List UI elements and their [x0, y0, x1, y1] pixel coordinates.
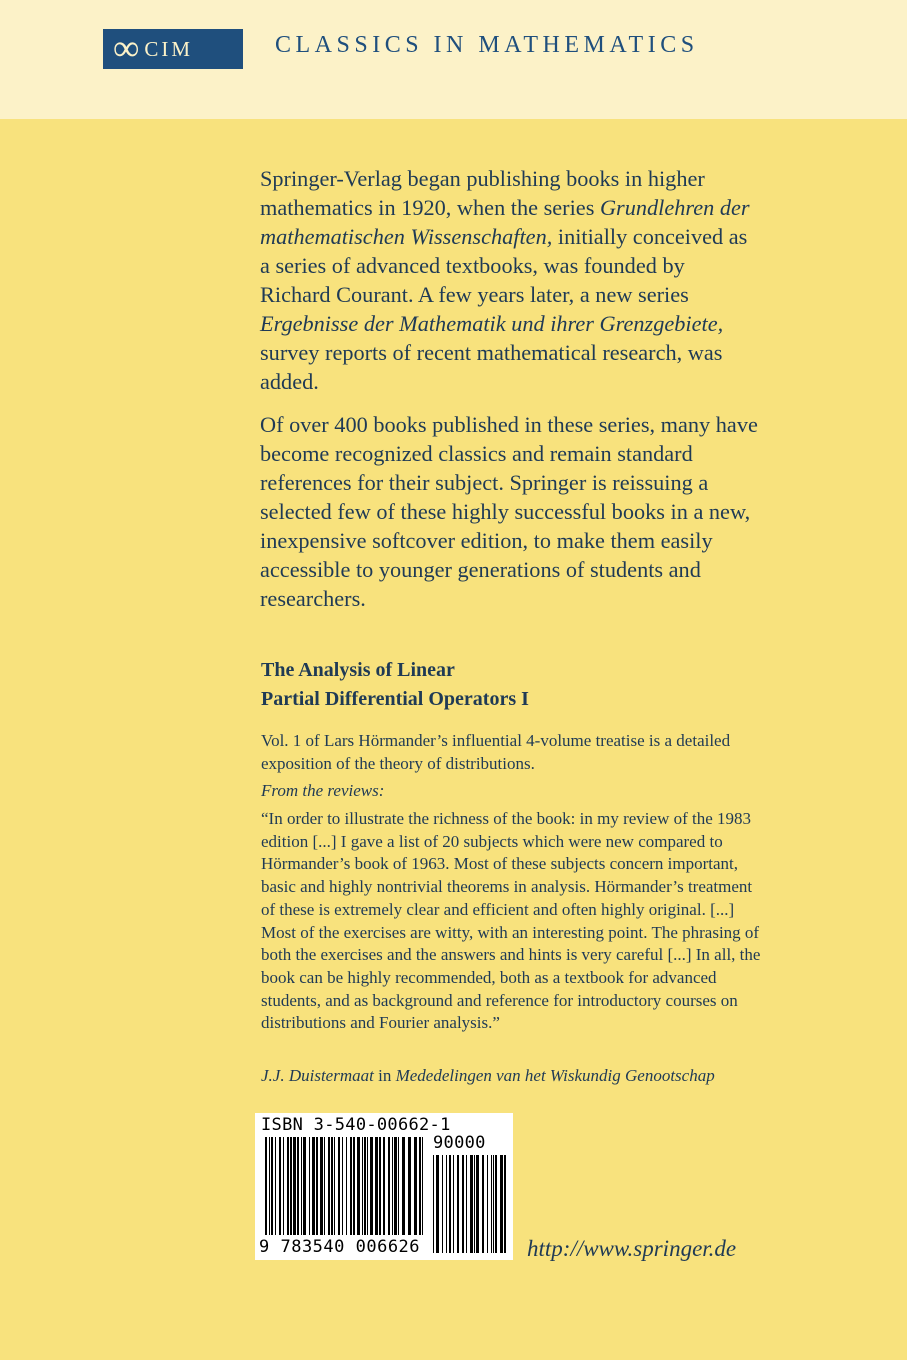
- barcode-bar: [338, 1137, 340, 1235]
- barcode-bar: [392, 1137, 393, 1235]
- barcode-bar: [402, 1137, 405, 1235]
- barcode-bar: [312, 1137, 315, 1235]
- barcode-bar: [383, 1137, 385, 1235]
- series-title: CLASSICS IN MATHEMATICS: [275, 32, 699, 58]
- logo-text: CIM: [144, 36, 194, 61]
- barcode-bar: [482, 1155, 484, 1253]
- book-description: [261, 730, 761, 803]
- attribution-source: Mededelingen van het Wiskundig Genootschap: [395, 1066, 715, 1085]
- addon-number: 90000: [433, 1133, 486, 1153]
- barcode-bar: [303, 1137, 306, 1235]
- barcode-bar: [394, 1137, 397, 1235]
- barcode-bar: [414, 1137, 417, 1235]
- barcode-bar: [320, 1137, 323, 1235]
- attribution-author: J.J. Duistermaat: [261, 1066, 374, 1085]
- header-band: [0, 0, 907, 119]
- barcode-bar: [408, 1137, 411, 1235]
- description-text: Vol. 1 of Lars Hörmander’s influential 4-volume treatise is a detailed exposition of the theory of distributions.: [261, 731, 731, 773]
- barcode-bar: [328, 1137, 330, 1235]
- barcode-bar: [301, 1137, 302, 1235]
- infinity-icon: ∞: [113, 28, 139, 69]
- barcode-bar: [346, 1137, 347, 1235]
- barcode-bar: [446, 1155, 447, 1253]
- barcode-bar: [279, 1137, 281, 1235]
- barcode-bar: [500, 1155, 503, 1253]
- barcode-bar: [491, 1155, 492, 1253]
- barcode-bar: [419, 1137, 421, 1235]
- barcode-bar: [474, 1155, 475, 1253]
- barcode-bar: [398, 1137, 399, 1235]
- barcode-bar: [283, 1137, 284, 1235]
- barcode-bar: [324, 1137, 325, 1235]
- barcode-bar: [364, 1137, 366, 1235]
- barcode-bar: [350, 1137, 352, 1235]
- isbn-barcode: [255, 1113, 513, 1260]
- book-title-line-2: Partial Differential Operators I: [261, 688, 529, 710]
- barcode-bar: [353, 1137, 355, 1235]
- barcode-bar: [493, 1155, 494, 1253]
- barcode-bar: [309, 1137, 310, 1235]
- barcode-bar: [290, 1137, 292, 1235]
- book-title-line-1: The Analysis of Linear: [261, 659, 455, 681]
- barcode-bar: [275, 1137, 276, 1235]
- barcode-bar: [466, 1155, 467, 1253]
- barcode-bar: [331, 1137, 333, 1235]
- barcode-bar: [271, 1137, 273, 1235]
- isbn-text: ISBN 3-540-00662-1: [261, 1115, 451, 1135]
- barcode-bar: [453, 1155, 454, 1253]
- barcode-bar: [476, 1155, 479, 1253]
- barcode-bar: [457, 1155, 459, 1253]
- intro-paragraph-2: Of over 400 books published in these series, many have become recognized classics and remain standard references for their subject. Springer is reissuing a selected few of these highly successful books in a new, inexpensive softcover edition, to make them easily accessible to younger generations of students and researchers.: [260, 412, 758, 611]
- barcode-bar: [293, 1137, 296, 1235]
- intro-paragraph-1: Springer-Verlag began publishing books in higher mathematics in 1920, when the series Grundlehren der mathematischen Wissenschaften, initially conceived as a series of advanced textbooks, was founded by Richard Courant. A few years later, a new series Ergebnisse der Mathematik und ihrer Grenzgebiete, survey reports of recent mathematical research, was added.: [260, 166, 750, 394]
- reviews-label: From the reviews:: [261, 781, 385, 800]
- review-attribution: J.J. Duistermaat in Mededelingen van het Wiskundig Genootschap: [261, 1066, 715, 1085]
- ean-number: 9 783540 006626: [259, 1237, 421, 1257]
- barcode-bar: [379, 1137, 381, 1235]
- barcode-bar: [334, 1137, 335, 1235]
- publisher-url[interactable]: http://www.springer.de: [527, 1236, 737, 1261]
- barcode-bar: [316, 1137, 318, 1235]
- barcode-bar: [297, 1137, 299, 1235]
- barcode-bar: [462, 1155, 464, 1253]
- barcode-bar: [367, 1137, 368, 1235]
- barcode-bar: [375, 1137, 378, 1235]
- barcode-bar: [449, 1155, 451, 1253]
- intro-text: [260, 164, 760, 627]
- book-title: [261, 656, 761, 714]
- review-quote: “In order to illustrate the richness of the book: in my review of the 1983 edition [...] I gave a list of 20 subjects which were new compared to Hörmander’s book of 1963. Most of these subjects concern important, basic and highly nontrivial theorems in analysis. Hörmander’s treatment of these is extremely clear and efficient and often highly original. [...] Most of the exercises are witty, with an interesting point. The phrasing of both the exercises and the answers and hints is very careful [...] In all, the book can be highly recommended, both as a textbook for advanced students, and as background and reference for introductory courses on distributions and Fourier analysis.”: [261, 809, 761, 1033]
- barcode-bar: [370, 1137, 373, 1235]
- barcode-bar: [433, 1155, 434, 1253]
- barcode-bar: [422, 1137, 423, 1235]
- barcode-bar: [287, 1137, 289, 1235]
- barcode-bar: [470, 1155, 473, 1253]
- cim-logo: [103, 29, 243, 69]
- barcode-bar: [357, 1137, 360, 1235]
- barcode-bar: [342, 1137, 343, 1235]
- barcode-bar: [388, 1137, 390, 1235]
- barcode-bar: [269, 1137, 270, 1235]
- barcode-bar: [487, 1155, 488, 1253]
- barcode-bar: [436, 1155, 439, 1253]
- barcode-bar: [442, 1155, 443, 1253]
- barcode-bar: [265, 1137, 267, 1235]
- barcode-bar: [504, 1155, 506, 1253]
- barcode-bar: [495, 1155, 497, 1253]
- barcode-bar: [362, 1137, 363, 1235]
